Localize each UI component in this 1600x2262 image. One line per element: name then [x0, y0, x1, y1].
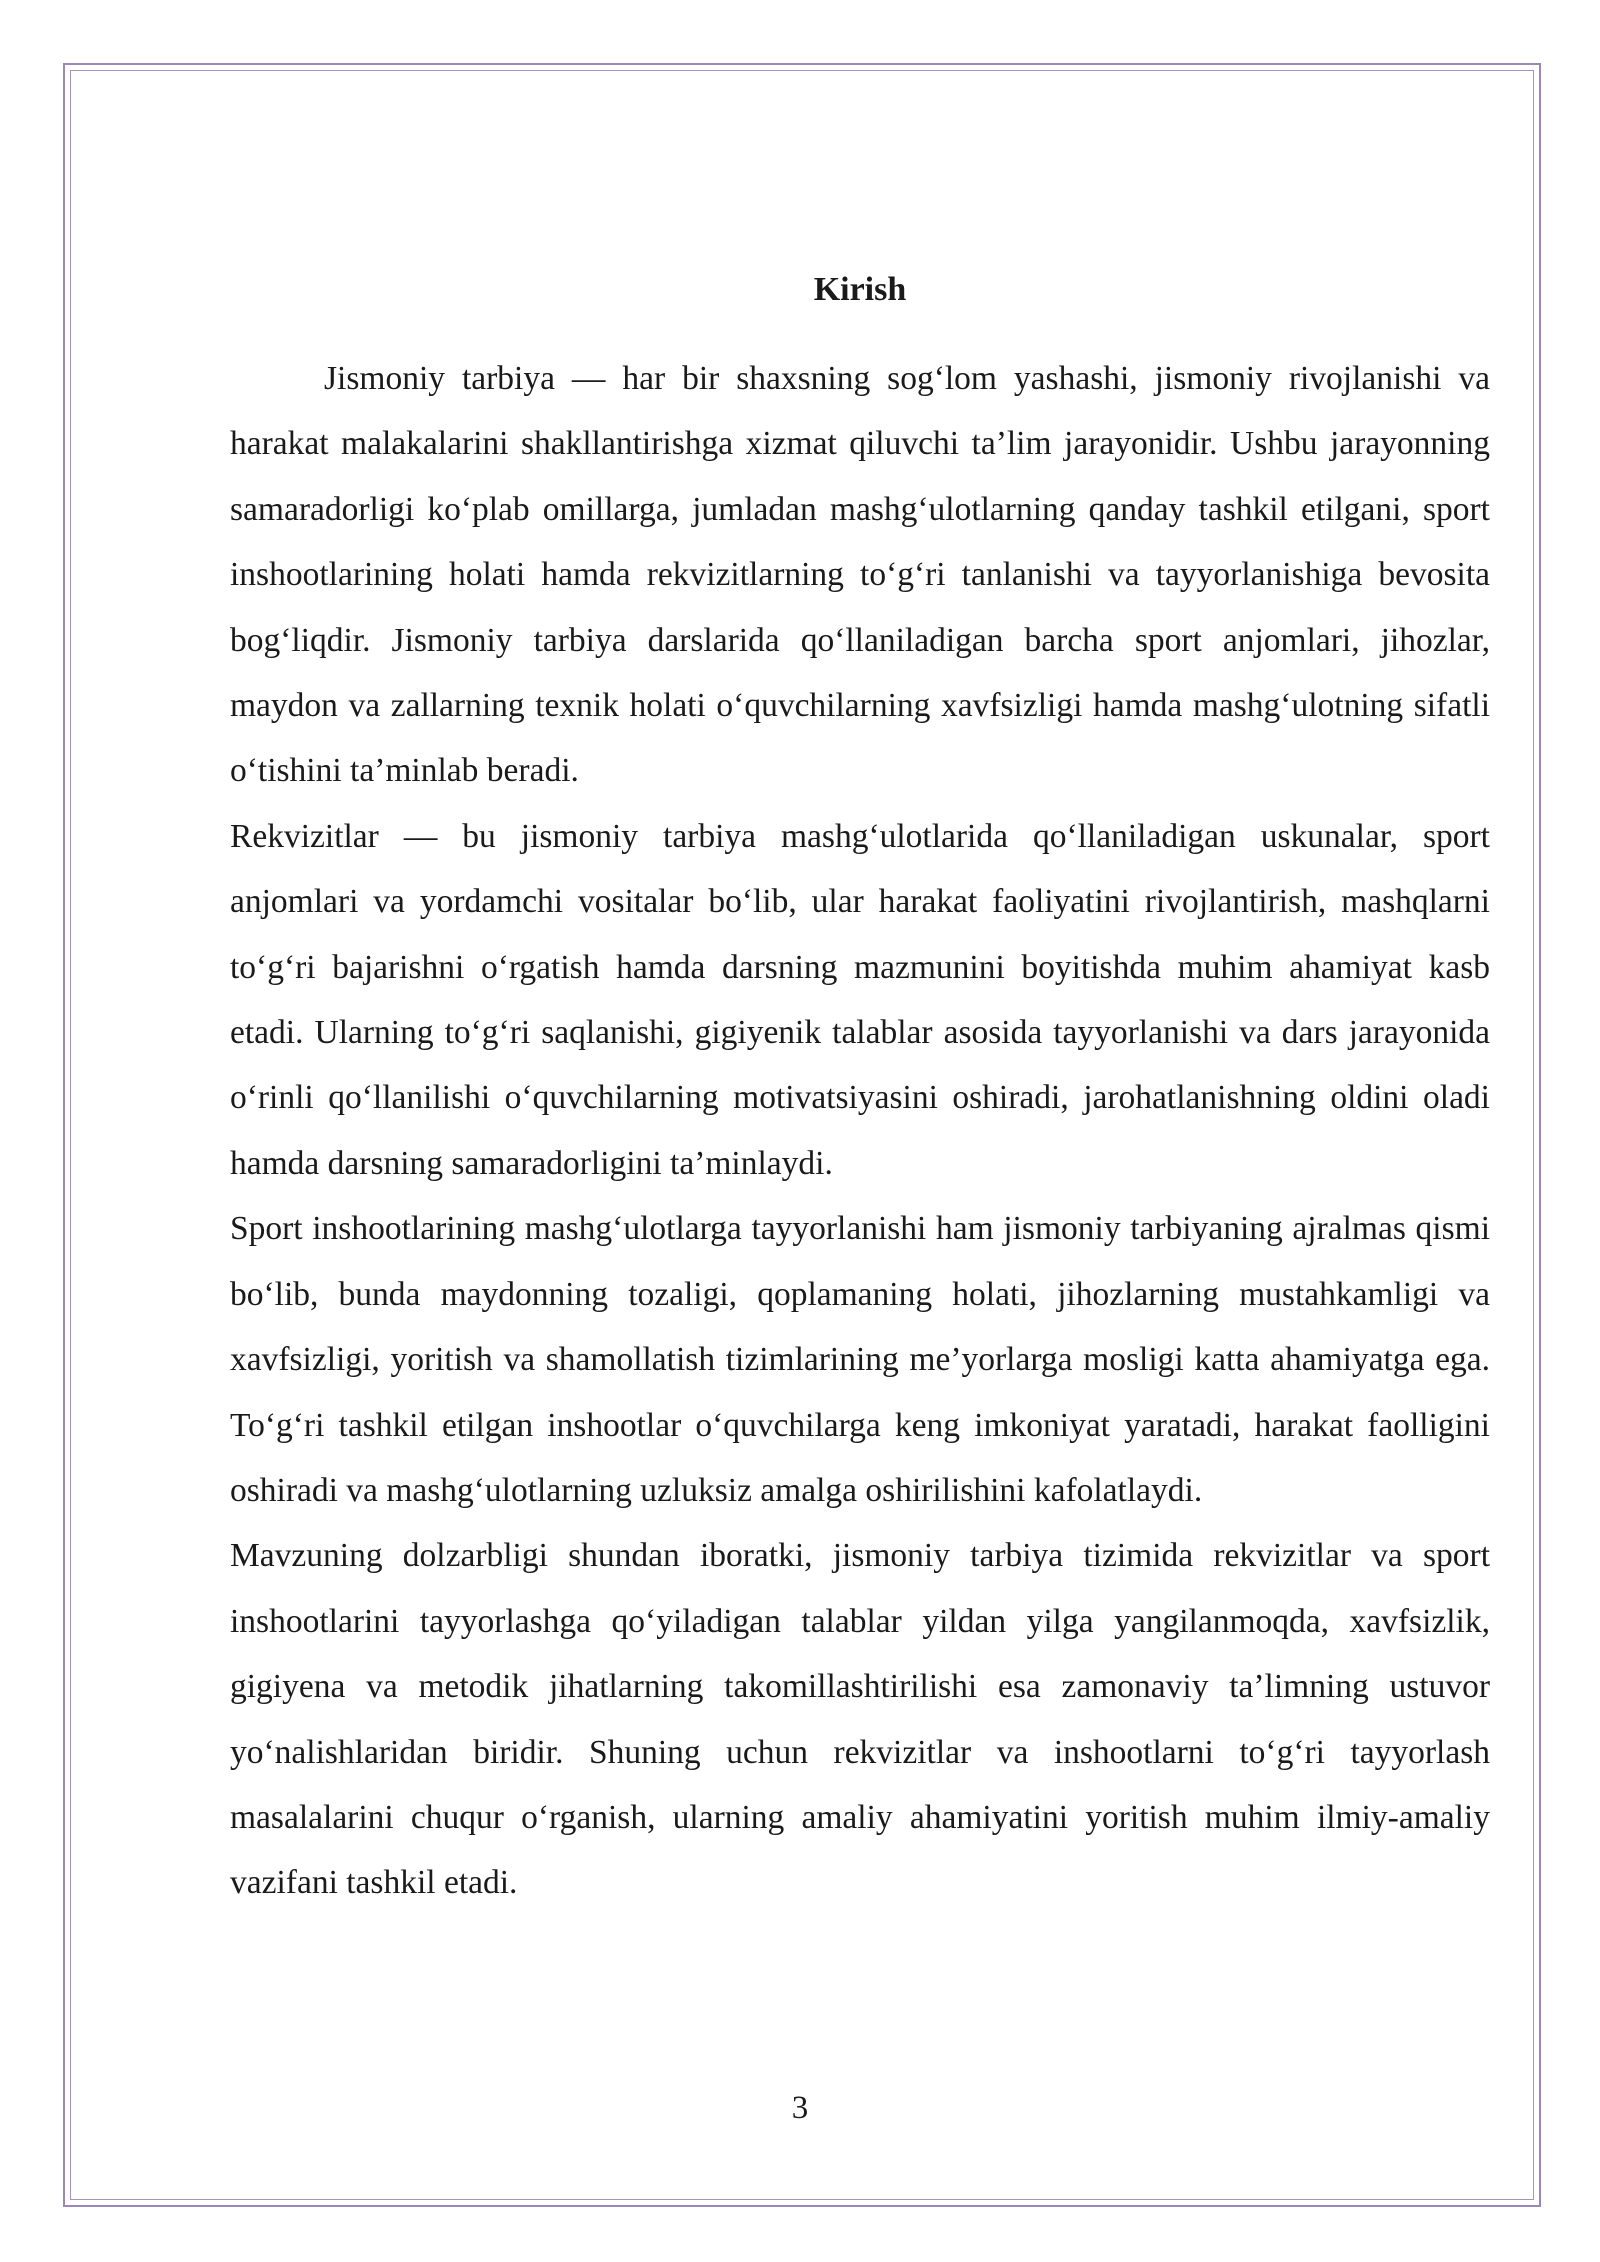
- paragraph-rekvizitlar: Rekvizitlar — bu jismoniy tarbiya mashg‘ulotlarida qo‘llaniladigan uskunalar, sport anjomlari va yordamchi vositalar bo‘lib, ular harakat faoliyatini rivojlantirish, mashqlarni to‘g‘ri bajarishni o‘rgatish hamda darsning mazmunini boyitishda muhim ahamiyat kasb etadi. Ularning to‘g‘ri saqlanishi, gigiyenik talablar asosida tayyorlanishi va dars jarayonida o‘rinli qo‘llanilishi o‘quvchilarning motivatsiyasini oshiradi, jarohatlanishning oldini oladi hamda darsning samaradorligini ta’minlaydi.: [230, 817, 1490, 1182]
- paragraph-inshootlar: Sport inshootlarining mashg‘ulotlarga tayyorlanishi ham jismoniy tarbiyaning ajralmas qismi bo‘lib, bunda maydonning tozaligi, qoplamaning holati, jihozlarning mustahkamligi va xavfsizligi, yoritish va shamollatish tizimlarining me’yorlarga mosligi katta ahamiyatga ega. To‘g‘ri tashkil etilgan inshootlar o‘quvchilarga keng imkoniyat yaratadi, harakat faolligini oshiradi va mashg‘ulotlarning uzluksiz amalga oshirilishini kafolatlaydi.: [230, 1210, 1490, 1509]
- paragraph-intro: Jismoniy tarbiya — har bir shaxsning sog‘lom yashashi, jismoniy rivojlanishi va harakat malakalarini shakllantirishga xizmat qiluvchi ta’lim jarayonidir. Ushbu jarayonning samaradorligi ko‘plab omillarga, jumladan mashg‘ulotlarning qanday tashkil etilgani, sport inshootlarining holati hamda rekvizitlarning to‘g‘ri tanlanishi va tayyorlanishiga bevosita bog‘liqdir. Jismoniy tarbiya darslarida qo‘llaniladigan barcha sport anjomlari, jihozlar, maydon va zallarning texnik holati o‘quvchilarning xavfsizligi hamda mashg‘ulotning sifatli o‘tishini ta’minlab beradi.: [230, 360, 1490, 790]
- page-number: 3: [791, 2090, 809, 2126]
- paragraph-dolzarblik: Mavzuning dolzarbligi shundan iboratki, jismoniy tarbiya tizimida rekvizitlar va sport inshootlarini tayyorlashga qo‘yiladigan talablar yildan yilga yangilanmoqda, xavfsizlik, gigiyena va metodik jihatlarning takomillashtirilishi esa zamonaviy ta’limning ustuvor yo‘nalishlaridan biridir. Shuning uchun rekvizitlar va inshootlarni to‘g‘ri tayyorlash masalalarini chuqur o‘rganish, ularning amaliy ahamiyatini yoritish muhim ilmiy-amaliy vazifani tashkil etadi.: [230, 1537, 1490, 1902]
- page-content: [230, 258, 1490, 1916]
- section-title: Kirish: [813, 271, 907, 308]
